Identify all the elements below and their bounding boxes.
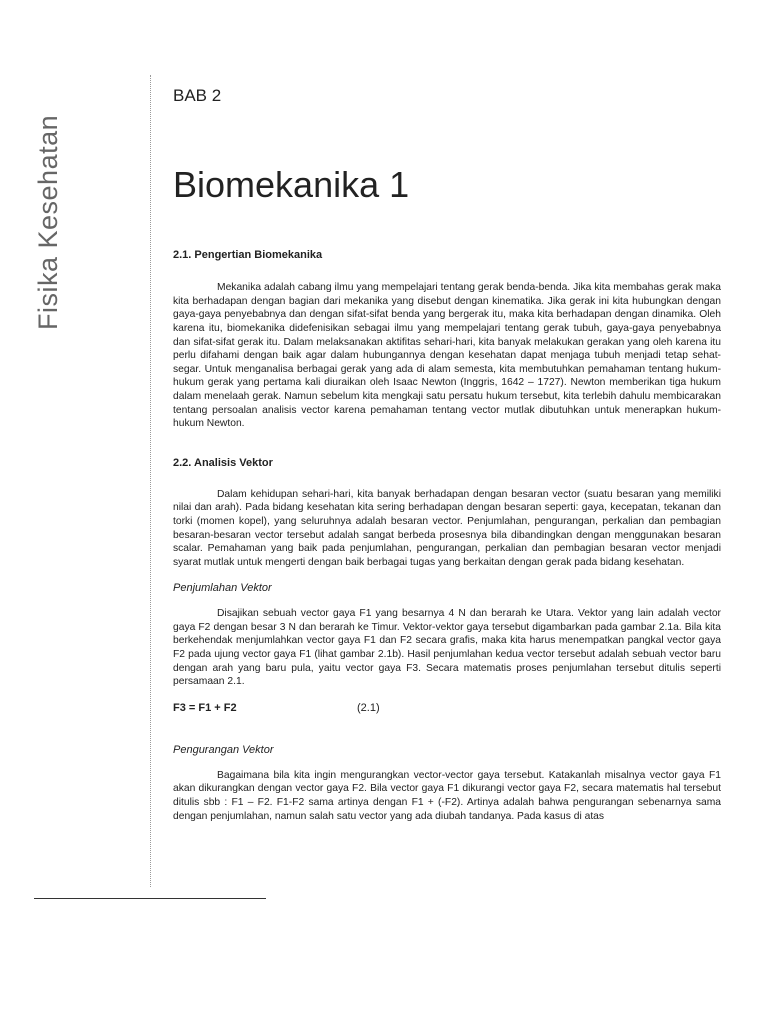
chapter-title: Biomekanika 1 [173,164,410,205]
addition-paragraph: Disajikan sebuah vector gaya F1 yang besarnya 4 N dan berarah ke Utara. Vektor yang lain adalah vector gaya F2 dengan besar 3 N dan berarah ke Timur. Vektor-vektor gaya tersebut digambarkan pada gambar 2.1a. Bila kita berkehendak menjumlahkan vector gaya F1 dan F2 secara grafis, maka kita harus menempatkan pangkal vector gaya F2 pada ujung vector gaya F1 (lihat gambar 2.1b). Hasil penjumlahan kedua vector tersebut adalah sebuah vector baru dengan arah yang baru pula, yaitu vector gaya F3. Secara matematis proses penjumlahan tersebut ditulis seperti persamaan 2.1. [173,608,721,688]
subheading-subtraction: Pengurangan Vektor [173,743,274,756]
section-heading-2: 2.2. Analisis Vektor [173,456,273,469]
section-2-paragraph: Dalam kehidupan sehari-hari, kita banyak berhadapan dengan besaran vector (suatu besaran yang memiliki nilai dan arah). Pada bidang kesehatan kita sering berhadapan dengan besaran seperti: gaya, kecepatan, tekanan dan torki (momen kopel), yang seluruhnya adalah besaran vector. Penjumlahan, pengurangan, perkalian dan pembagian besaran-besaran vector tersebut adalah sangat berbeda prosesnya bila dibandingkan dengan menggunakan besaran scalar. Pemahaman yang baik pada penjumlahan, pengurangan, perkalian dan pembagian besaran vector menjadi syarat mutlak untuk mengerti dengan baik berbagai tugas yang berkaitan dengan gerak pada bidang kesehatan. [173,488,721,568]
book-title-vertical: Fisika Kesehatan [33,114,63,330]
footnote-rule [34,898,266,899]
margin-divider [150,75,151,887]
equation-2-1 [173,702,721,714]
section-1-paragraph: Mekanika adalah cabang ilmu yang mempelajari tentang gerak benda-benda. Jika kita membahas gerak maka kita berhadapan dengan bagian dari mekanika yang disebut dengan kinematika. Jika gerak ini kita hubungkan dengan gaya-gaya penyebabnya dan dengan sifat-sifat benda yang bergerak itu, maka kita berhadapan dengan dinamika. Oleh karena itu, biomekanika didefenisikan sebagai ilmu yang mempelajari tentang gerak tubuh, gaya-gaya penyebabnya dan sifat-sifat gerak itu. Dalam melaksanakan aktifitas sehari-hari, kita banyak melakukan gerakan yang oleh karena itu perlu difahami dengan baik agar dalam hubungannya dengan kesehatan dapat menjaga tubuh menjadi tetap sehat-segar. Untuk menganalisa berbagai gerak yang ada di alam semesta, kita membutuhkan pemahaman tentang hukum-hukum gerak yang pertama kali diuraikan oleh Isaac Newton (Inggris, 1642 – 1727). Newton memberikan tiga hukum dalam menelaah gerak. Namun sebelum kita mengkaji satu persatu hukum tersebut, kita terlebih dahulu membicarakan tentang persoalan analisis vector karena pemahaman tentang vector mutlak dibutuhkan untuk menerapkan hukum-hukum Newton. [173,282,721,430]
subtraction-paragraph: Bagaimana bila kita ingin mengurangkan vector-vector gaya tersebut. Katakanlah misalnya vector gaya F1 akan dikurangkan dengan vector gaya F2. Bila vector gaya F1 dikurangi vector gaya F2, secara matematis hal tersebut ditulis sbb : F1 – F2. F1-F2 sama artinya dengan F1 + (-F2). Artinya adalah bahwa pengurangan sebenarnya sama dengan penjumlahan, namun salah satu vector yang ada diubah tandanya. Pada kasus di atas [173,769,721,822]
section-heading-1: 2.1. Pengertian Biomekanika [173,249,323,262]
chapter-label: BAB 2 [173,86,222,105]
subheading-addition: Penjumlahan Vektor [173,582,272,595]
equation-number: (2.1) [357,701,380,714]
equation-expression: F3 = F1 + F2 [173,701,237,714]
page-content [173,86,721,823]
